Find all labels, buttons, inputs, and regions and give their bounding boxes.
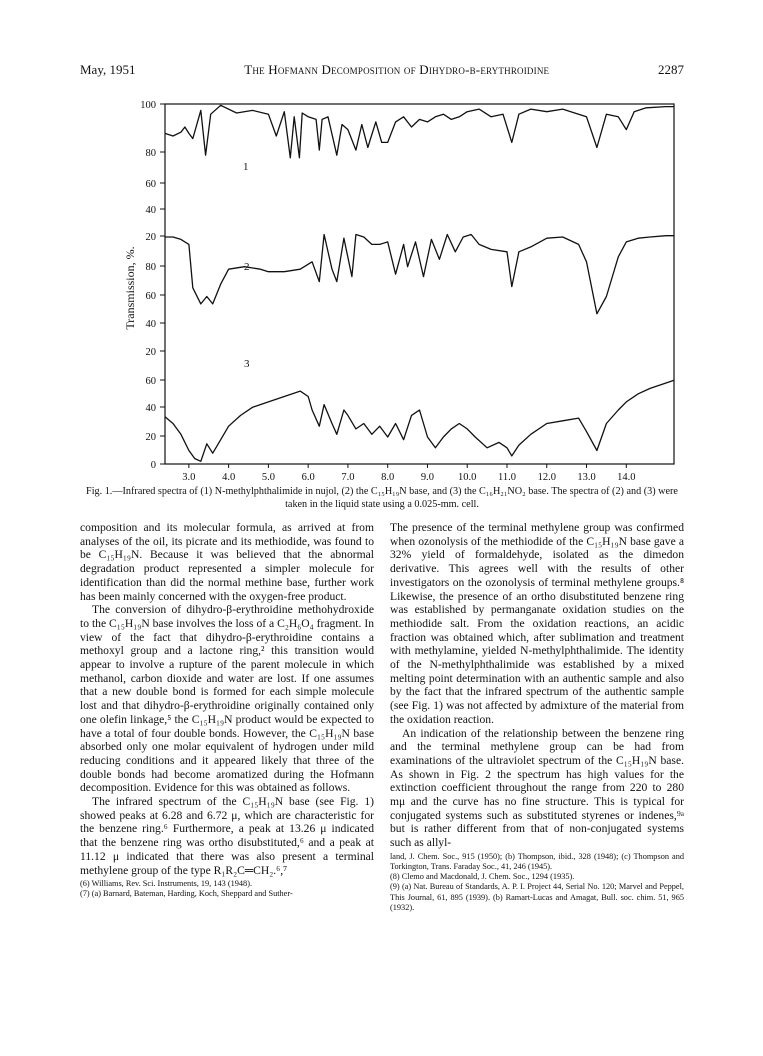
y-axis-label: Transmission, %. <box>123 246 137 330</box>
y-tick-label: 40 <box>145 205 156 216</box>
x-tick-label: 12.0 <box>537 472 556 483</box>
x-tick-label: 9.0 <box>420 472 435 483</box>
x-tick-label: 10.0 <box>458 472 477 483</box>
spectrum-curve-1 <box>165 105 674 158</box>
x-tick-label: 13.0 <box>577 472 596 483</box>
y-tick-label: 100 <box>140 100 156 111</box>
left-paragraph-3: The infrared spectrum of the C₁₅H₁₉N base (see Fig. 1) showed peaks at 6.28 and 6.72 μ, which are characteristic for the benzene ring.⁶ Furthermore, a peak at 13.26 μ indicated that the benzene ring was ortho disubstituted,⁶ and a peak at 11.12 μ indicated that there was also present a terminal methylene group of the type R₁R₂C═CH₂.⁶,⁷ <box>80 795 374 877</box>
x-tick-label: 7.0 <box>341 472 355 483</box>
x-tick-label: 3.0 <box>182 472 196 483</box>
y-tick-label: 20 <box>145 347 156 358</box>
x-tick-label: 8.0 <box>381 472 395 483</box>
spectrum-curve-2 <box>165 235 674 314</box>
curve-label-2: 2 <box>244 261 250 273</box>
right-paragraph-1: The presence of the terminal methylene group was confirmed when ozonolysis of the methiodide of the C₁₅H₁₉N base gave a 32% yield of formaldehyde, isolated as the dimedon derivative. This agrees well with the results of other investigators on the ozonolysis of terminal methylene groups.⁸ Likewise, the presence of an ortho disubstituted benzene ring was established by permanganate oxidation studies on the methiodide salt. From the oxidation reactions, an acidic fraction was obtained which, after sublimation and treatment with methylamine, yielded N-methylphthalimide. The identity of the N-methylphthalimide was established by a mixed melting point determination with an authentic sample and also by the fact that the infrared spectrum of the authentic sample (see Fig. 1) was not affected by admixture of the material from the oxidation reaction. <box>390 521 684 726</box>
footnote-9: (9) (a) Nat. Bureau of Standards, A. P. I. Project 44, Serial No. 120; Marvel and Peppel, This Journal, 61, 895 (1939). (b) Ramart-Lucas and Amagat, Bull. soc. chim. 51, 965 (1932). <box>390 882 684 912</box>
y-tick-label: 80 <box>145 148 156 159</box>
y-tick-label: 0 <box>150 460 156 471</box>
header-title: The Hofmann Decomposition of Dihydro-β-erythroidine <box>244 62 550 77</box>
right-footnotes <box>390 852 684 913</box>
x-tick-label: 11.0 <box>497 472 516 483</box>
header-date: May, 1951 <box>80 62 136 77</box>
curve-label-1: 1 <box>243 161 249 173</box>
y-tick-label: 40 <box>145 319 156 330</box>
left-paragraph-2: The conversion of dihydro-β-erythroidine methohydroxide to the C₁₅H₁₉N base involves the loss of a C₂H₆O₄ fragment. In view of the fact that dihydro-β-erythroidine contains a methoxyl group and a lactone ring,² this transition would appear to involve a rupture of the parent molecule in which methanol, carbon dioxide and water are lost. If one assumes that a new double bond is formed for each simple molecule lost and that dihydro-β-erythroidine originally contained only one olefin linkage,⁵ the C₁₅H₁₉N product would be expected to have a total of four double bonds. However, the C₁₅H₁₉N base absorbed only one molar equivalent of hydrogen under mild reducing conditions and it appeared likely that three of the double bonds had become aromatized during the Hofmann decomposition. Evidence for this was obtained as follows. <box>80 603 374 795</box>
left-column <box>80 521 374 900</box>
x-tick-label: 5.0 <box>261 472 275 483</box>
footnote-7-continued: land, J. Chem. Soc., 915 (1950); (b) Thompson, ibid., 328 (1948); (c) Thompson and Torkington, Trans. Faraday Soc., 41, 246 (1945). <box>390 851 684 872</box>
figure-caption: Fig. 1.—Infrared spectra of (1) N-methylphthalimide in nujol, (2) the C₁₅H₁₉N base, and (3) the C₁₆H₂₁NO₂ base. The spectra of (2) and (3) were taken in the liquid state using a 0.025-mm. cell. <box>86 486 678 510</box>
curve-label-3: 3 <box>244 358 250 370</box>
footnote-8: (8) Clemo and Macdonald, J. Chem. Soc., 1294 (1935). <box>390 872 575 882</box>
spectrum-curve-3 <box>165 380 674 461</box>
x-tick-label: 6.0 <box>301 472 315 483</box>
x-tick-label: 4.0 <box>222 472 236 483</box>
footnote-7: (7) (a) Barnard, Bateman, Harding, Koch, Sheppard and Suther- <box>80 889 293 899</box>
footnote-6: (6) Williams, Rev. Sci. Instruments, 19, 143 (1948). <box>80 879 253 889</box>
x-tick-label: 14.0 <box>617 472 636 483</box>
right-paragraph-2: An indication of the relationship between the benzene ring and the terminal methylene group can be had from examinations of the ultraviolet spectrum of the C₁₅H₁₉N base. As shown in Fig. 2 the spectrum has high values for the extinction coefficient throughout the range from 220 to 280 mμ and the curve has no fine structure. This is typical for conjugated systems such as substituted styrenes or indenes,⁹ᵃ but is rather different from that of non-conjugated systems such as allyl- <box>390 726 684 850</box>
infrared-spectra-figure <box>0 0 763 500</box>
y-tick-label: 60 <box>145 291 156 302</box>
y-tick-label: 40 <box>145 403 156 414</box>
y-tick-label: 80 <box>145 262 156 273</box>
y-tick-label: 60 <box>145 376 156 387</box>
y-tick-label: 20 <box>145 232 156 243</box>
header-page-number: 2287 <box>657 62 684 77</box>
left-footnotes <box>80 879 374 899</box>
y-tick-label: 60 <box>145 179 156 190</box>
y-tick-label: 20 <box>145 432 156 443</box>
right-column <box>390 521 684 913</box>
left-paragraph-1: composition and its molecular formula, as arrived at from analyses of the oil, its picrate and its methiodide, was found to be C₁₅H₁₉N. Because it was believed that the abnormal degradation product represented a simpler molecule for identification than did the normal methine base, further work has been mainly concerned with the oxygen-free product. <box>80 521 374 603</box>
